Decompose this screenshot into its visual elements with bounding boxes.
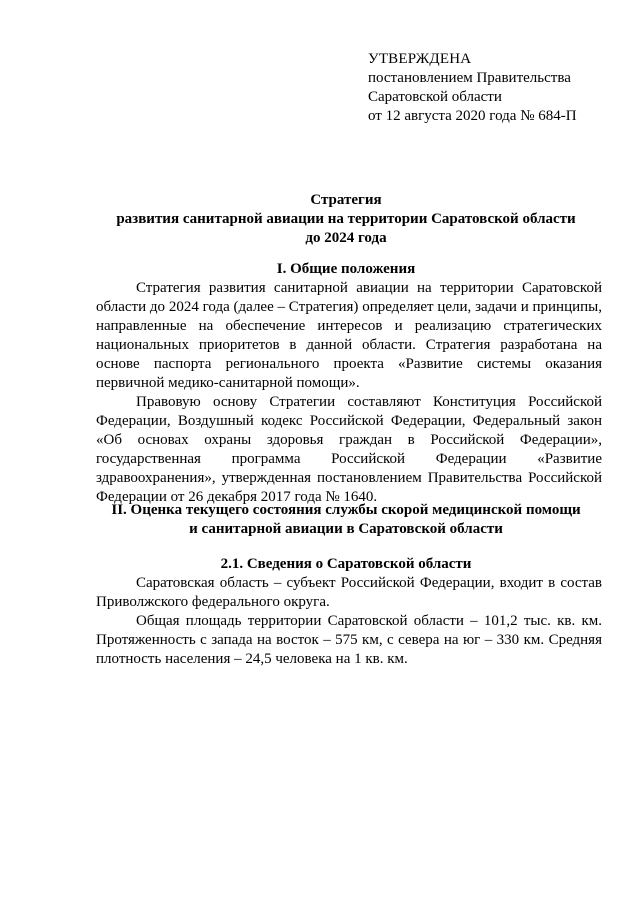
subsection-2-1-heading: 2.1. Сведения о Саратовской области [220, 556, 472, 572]
section-1-body [96, 279, 602, 507]
approval-line-2: Саратовской области [368, 89, 502, 105]
approval-title: УТВЕРЖДЕНА [368, 51, 472, 67]
approval-line-1: постановлением Правительства [368, 70, 571, 86]
document-title-line-1: Стратегия [310, 192, 382, 208]
document-title-line-3: до 2024 года [305, 230, 387, 246]
section-1-paragraph-1: Стратегия развития санитарной авиации на территории Саратовской области до 2024 года (далее – Стратегия) определяет цели, задачи и принципы, направленные на обеспечение интересов и реализацию стратегических национальных приоритетов в данной области. Стратегия разработана на основе паспорта регионального проекта «Развитие системы оказания первичной медико-санитарной помощи». [96, 280, 602, 391]
approval-stamp [368, 50, 577, 126]
subsection-2-1-body [96, 574, 602, 669]
subsection-2-1-paragraph-1: Саратовская область – субъект Российской Федерации, входит в состав Приволжского федерального округа. [96, 575, 602, 610]
section-2-heading [96, 501, 596, 539]
subsection-2-1-paragraph-2: Общая площадь территории Саратовской области – 101,2 тыс. кв. км. Протяженность с запада на восток – 575 км, с севера на юг – 330 км. Средняя плотность населения – 24,5 человека на 1 кв. км. [96, 613, 602, 667]
section-1-paragraph-2: Правовую основу Стратегии составляют Конституция Российской Федерации, Воздушный кодекс Российской Федерации, Федеральный закон «Об основах охраны здоровья граждан в Российской Федерации», государственная программа Российской Федерации «Развитие здравоохранения», утвержденная постановлением Правительства Российской Федерации от 26 декабря 2017 года № 1640. [96, 394, 602, 505]
section-2-heading-line-1: II. Оценка текущего состояния службы скорой медицинской помощи [111, 502, 581, 518]
section-2-heading-line-2: и санитарной авиации в Саратовской области [189, 521, 503, 537]
approval-line-3: от 12 августа 2020 года № 684-П [368, 108, 577, 124]
section-1-heading: I. Общие положения [276, 261, 416, 277]
document-title [96, 191, 596, 248]
document-title-line-2: развития санитарной авиации на территории Саратовской области [116, 211, 576, 227]
